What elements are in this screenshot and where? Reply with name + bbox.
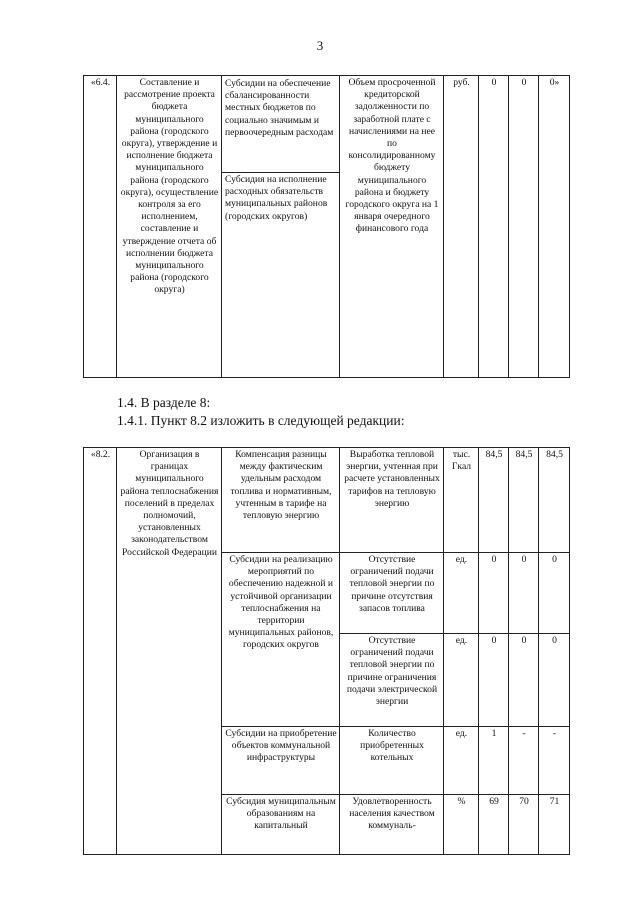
subsidy-cell: Субсидии на реализацию мероприятий по обеспечению надежной и устойчивой организации теплоснабжения на территории муниципальных районов, городских округов [222, 553, 340, 727]
value-1: 0 [479, 76, 509, 378]
value-2: 0 [509, 76, 539, 378]
unit-cell: ед. [444, 634, 479, 727]
value-2: 0 [509, 634, 539, 727]
value-2: 84,5 [509, 448, 539, 553]
row-number: «6.4. [84, 76, 117, 378]
subsection-heading: 1.4.1. Пункт 8.2 изложить в следующей редакции: [117, 413, 405, 428]
value-2: - [509, 727, 539, 795]
value-3: 0» [539, 76, 570, 378]
value-2: 0 [509, 553, 539, 634]
indicator-cell: Отсутствие ограничений подачи тепловой энергии по причине ограничения подачи электрической энергии [340, 634, 444, 727]
table-row [84, 448, 570, 553]
value-1: 0 [479, 553, 509, 634]
unit-cell: ед. [444, 553, 479, 634]
activity-cell: Составление и рассмотрение проекта бюджета муниципального района (городского округа), утверждение и исполнение бюджета муниципального района (городского округа), осуществление контроля за его исполнением, составление и утверждение отчета об исполнении бюджета муниципального района (городского округа) [117, 76, 222, 378]
value-3: 71 [539, 795, 570, 855]
page-number: 3 [316, 38, 324, 53]
value-1: 1 [479, 727, 509, 795]
value-1: 0 [479, 634, 509, 727]
subsidy-2: Субсидия на исполнение расходных обязательств муниципальных районов (городских округов) [225, 174, 328, 222]
section-heading: 1.4. В разделе 8: [117, 395, 211, 410]
unit-cell: % [444, 795, 479, 855]
unit-cell: тыс. Гкал [444, 448, 479, 553]
subsidy-cell: Субсидия муниципальным образованиям на капитальный [222, 795, 340, 855]
value-1: 84,5 [479, 448, 509, 553]
value-3: 0 [539, 553, 570, 634]
indicator-cell: Отсутствие ограничений подачи тепловой энергии по причине отсутствия запасов топлива [340, 553, 444, 634]
subsidy-cell: Субсидии на приобретение объектов коммунальной инфраструктуры [222, 727, 340, 795]
indicator-cell: Объем просроченной кредиторской задолженности по заработной плате с начислениями на нее по консолидированному бюджету муниципального района и бюджету городского округа на 1 января очередного финансового года [340, 76, 444, 378]
table-section-6-4 [83, 75, 570, 378]
table-section-8-2 [83, 447, 570, 855]
activity-cell: Организация в границах муниципального района теплоснабжения поселений в пределах полномочий, установленных законодательством Российской Федерации [117, 448, 222, 855]
unit-cell: ед. [444, 727, 479, 795]
indicator-cell: Удовлетворенность населения качеством коммуналь- [340, 795, 444, 855]
value-3: 0 [539, 634, 570, 727]
value-2: 70 [509, 795, 539, 855]
subsidy-cell: Компенсация разницы между фактическим удельным расходом топлива и нормативным, учтенным в тарифе на тепловую энергию [222, 448, 340, 553]
value-3: - [539, 727, 570, 795]
indicator-cell: Количество приобретенных котельных [340, 727, 444, 795]
indicator-cell: Выработка тепловой энергии, учтенная при расчете установленных тарифов на тепловую энергию [340, 448, 444, 553]
unit-cell: руб. [444, 76, 479, 378]
value-1: 69 [479, 795, 509, 855]
value-3: 84,5 [539, 448, 570, 553]
row-number: «8.2. [84, 448, 117, 855]
subsidy-1: Субсидии на обеспечение сбалансированности местных бюджетов по социально значимым и первоочередным расходам [222, 76, 339, 173]
subsidy-cell [222, 76, 340, 378]
